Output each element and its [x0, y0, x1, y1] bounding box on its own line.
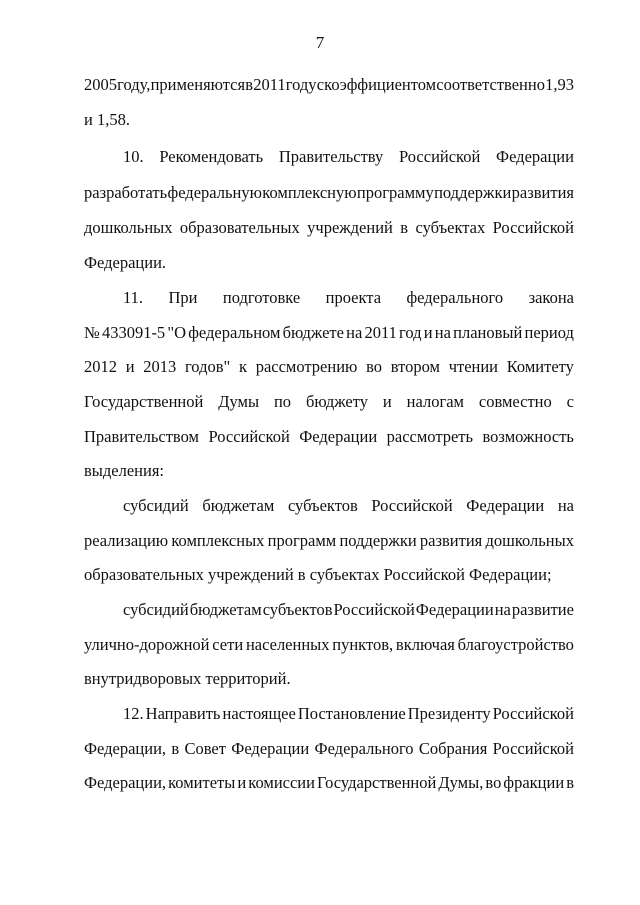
word: совместно	[478, 392, 552, 411]
word: субъектов	[262, 600, 333, 619]
word: №	[84, 323, 100, 342]
word: сети	[212, 635, 244, 654]
word: 433091-5	[101, 323, 166, 342]
word: чтении	[448, 357, 499, 376]
word: населенных	[245, 635, 330, 654]
word: Российской	[208, 427, 290, 446]
text-line-12: выделения:	[84, 461, 164, 480]
word: Федерального	[314, 739, 414, 758]
word: При	[168, 288, 198, 307]
word: включая	[395, 635, 455, 654]
word: развития	[511, 183, 574, 202]
text-line-3	[123, 147, 574, 167]
word: Правительством	[84, 427, 199, 446]
word: Российской	[333, 600, 415, 619]
page-number: 7	[315, 33, 325, 52]
word: бюджетам	[202, 496, 275, 515]
word: субъектов	[287, 496, 358, 515]
word: Совет	[184, 739, 226, 758]
word: федерального	[406, 288, 504, 307]
word: рассмотрению	[255, 357, 358, 376]
word: по	[273, 392, 292, 411]
word: период	[524, 323, 574, 342]
word: Российской	[492, 704, 574, 723]
text-line-2: и 1,58.	[84, 110, 130, 129]
word: настоящее	[222, 704, 296, 723]
word: бюджете	[282, 323, 344, 342]
word: возможность	[482, 427, 574, 446]
word: рассмотреть	[386, 427, 474, 446]
word: во	[485, 773, 502, 792]
word: 2011	[253, 75, 286, 94]
word: благоустройство	[457, 635, 574, 654]
word: и	[125, 357, 135, 376]
word: Федерации	[496, 147, 574, 166]
word: годов"	[184, 357, 231, 376]
word: Российской	[492, 739, 574, 758]
text-line-17	[84, 635, 574, 655]
word: в	[400, 218, 409, 237]
word: 10.	[123, 147, 144, 166]
word: Рекомендовать	[159, 147, 264, 166]
word: коэффициентом	[324, 75, 437, 94]
word: Федерации	[231, 739, 310, 758]
word: и	[237, 773, 247, 792]
text-line-4	[84, 183, 574, 203]
word: субсидий	[123, 600, 189, 619]
word: подготовке	[222, 288, 301, 307]
word: на	[434, 323, 451, 342]
word: поддержки	[434, 183, 512, 202]
word: разработать	[84, 183, 168, 202]
word: субсидий	[123, 496, 189, 515]
text-line-16	[123, 600, 574, 620]
word: 2012	[84, 357, 117, 376]
word: год	[399, 323, 422, 342]
word: 2011	[364, 323, 397, 342]
word: учреждений	[307, 218, 393, 237]
word: Российской	[371, 496, 453, 515]
word: году	[285, 75, 317, 94]
text-line-14	[84, 531, 574, 551]
word: комитеты	[168, 773, 236, 792]
text-line-9	[84, 357, 574, 377]
word: применяются	[150, 75, 246, 94]
word: 1,93	[545, 75, 574, 94]
word: улично-дорожной	[84, 635, 210, 654]
word: налогам	[406, 392, 464, 411]
word: федеральном	[188, 323, 281, 342]
word: Федерации	[466, 496, 545, 515]
text-line-15: образовательных учреждений в субъектах Российской Федерации;	[84, 565, 552, 584]
word: 2005	[84, 75, 117, 94]
word: дошкольных	[84, 218, 173, 237]
text-line-6: Федерации.	[84, 253, 167, 272]
word: в	[171, 739, 180, 758]
word: 11.	[123, 288, 144, 307]
word: Федерации	[415, 600, 494, 619]
word: году,	[117, 75, 151, 94]
text-line-10	[84, 392, 574, 412]
word: комплексную	[262, 183, 357, 202]
text-line-13	[123, 496, 574, 516]
word: Думы	[218, 392, 260, 411]
word: развития	[419, 531, 483, 550]
word: к	[238, 357, 247, 376]
word: "О	[167, 323, 187, 342]
word: пунктов,	[332, 635, 394, 654]
text-line-20	[84, 739, 574, 759]
word: и	[423, 323, 433, 342]
word: комплексных	[171, 531, 265, 550]
word: проекта	[325, 288, 382, 307]
word: программ	[267, 531, 337, 550]
word: дошкольных	[485, 531, 574, 550]
word: Направить	[145, 704, 221, 723]
word: на	[494, 600, 511, 619]
word: Федерации,	[84, 773, 167, 792]
word: на	[346, 323, 363, 342]
word: 12.	[123, 704, 144, 723]
word: Государственной	[84, 392, 204, 411]
word: поддержки	[339, 531, 417, 550]
word: с	[566, 392, 574, 411]
word: Государственной	[317, 773, 437, 792]
word: 2013	[143, 357, 177, 376]
word: Президенту	[407, 704, 491, 723]
word: фракции	[503, 773, 565, 792]
text-line-18: внутридворовых территорий.	[84, 669, 291, 688]
word: Собрания	[418, 739, 488, 758]
word: реализацию	[84, 531, 169, 550]
word: втором	[390, 357, 440, 376]
word: бюджетам	[189, 600, 262, 619]
word: развитие	[511, 600, 574, 619]
text-line-7	[123, 288, 574, 308]
word: федеральную	[167, 183, 262, 202]
word: Федерации	[299, 427, 378, 446]
word: программу	[356, 183, 434, 202]
word: во	[366, 357, 383, 376]
word: комиссии	[248, 773, 315, 792]
word: Правительству	[278, 147, 384, 166]
text-line-8	[84, 323, 574, 343]
word: закона	[528, 288, 574, 307]
word: образовательных	[179, 218, 300, 237]
word: соответственно	[436, 75, 545, 94]
word: Российской	[492, 218, 574, 237]
word: с	[316, 75, 325, 94]
text-line-11	[84, 427, 574, 447]
word: в	[566, 773, 574, 792]
word: субъектах	[415, 218, 486, 237]
text-line-1	[84, 75, 574, 95]
word: плановый	[453, 323, 523, 342]
word: в	[245, 75, 254, 94]
text-line-19	[123, 704, 574, 724]
text-line-5	[84, 218, 574, 238]
word: Думы,	[438, 773, 484, 792]
word: Постановление	[297, 704, 406, 723]
word: на	[557, 496, 574, 515]
text-line-21	[84, 773, 574, 793]
word: Комитету	[506, 357, 574, 376]
word: бюджету	[305, 392, 368, 411]
word: и	[382, 392, 392, 411]
word: Российской	[399, 147, 481, 166]
word: Федерации,	[84, 739, 167, 758]
